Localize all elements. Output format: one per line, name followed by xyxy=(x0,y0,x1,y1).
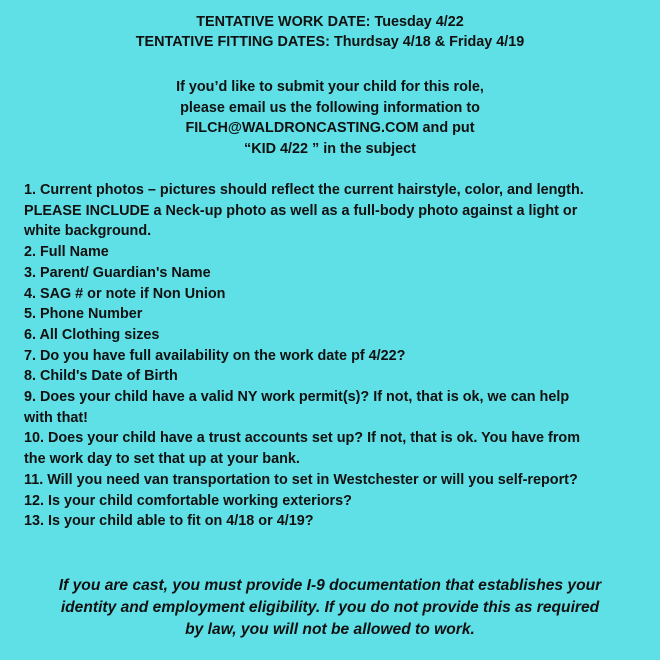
requirement-item-guardian-name: 3. Parent/ Guardian's Name xyxy=(24,264,211,281)
disclaimer-line-3: by law, you will not be allowed to work. xyxy=(185,621,475,638)
requirement-item-fitting: 13. Is your child able to fit on 4/18 or 4/19? xyxy=(24,513,314,530)
requirement-item-photos: 1. Current photos – pictures should reflect the current hairstyle, color, and length. PLEASE INCLUDE a Neck-up photo as well as a full-body photo against a light or white background. xyxy=(24,182,584,240)
requirement-item-sag: 4. SAG # or note if Non Union xyxy=(24,285,226,302)
requirement-item-trust-account: 10. Does your child have a trust accounts set up? If not, that is ok. You have from the work day to set that up at your bank. xyxy=(24,430,581,468)
requirement-item-work-permit: 9. Does your child have a valid NY work permit(s)? If not, that is ok, we can help with that! xyxy=(24,389,570,426)
submission-instructions xyxy=(0,77,660,160)
requirement-item-transportation: 11. Will you need van transportation to set in Westchester or will you self-report? xyxy=(24,471,578,488)
disclaimer-line-2: identity and employment eligibility. If you do not provide this as required xyxy=(60,599,600,616)
submit-line-1: If you’d like to submit your child for this role, xyxy=(176,79,484,95)
i9-disclaimer xyxy=(20,575,640,641)
requirement-item-exteriors: 12. Is your child comfortable working exteriors? xyxy=(24,492,352,509)
requirement-item-availability: 7. Do you have full availability on the work date pf 4/22? xyxy=(24,347,406,364)
disclaimer-line-1: If you are cast, you must provide I-9 documentation that establishes your xyxy=(58,577,602,594)
requirement-item-phone: 5. Phone Number xyxy=(24,306,143,323)
requirement-item-clothing: 6. All Clothing sizes xyxy=(24,326,160,343)
requirements-list xyxy=(24,180,644,532)
submit-subject-line: “KID 4/22 ” in the subject xyxy=(244,141,416,158)
work-date-line: TENTATIVE WORK DATE: Tuesday 4/22 xyxy=(196,14,464,30)
requirement-item-birthdate: 8. Child's Date of Birth xyxy=(24,368,178,385)
dates-header xyxy=(0,12,660,52)
submit-email-line: FILCH@WALDRONCASTING.COM and put xyxy=(185,120,475,137)
submit-line-2: please email us the following information to xyxy=(180,99,480,116)
fitting-dates-line: TENTATIVE FITTING DATES: Thurdsay 4/18 & Friday 4/19 xyxy=(135,34,525,50)
requirement-item-full-name: 2. Full Name xyxy=(24,244,109,261)
